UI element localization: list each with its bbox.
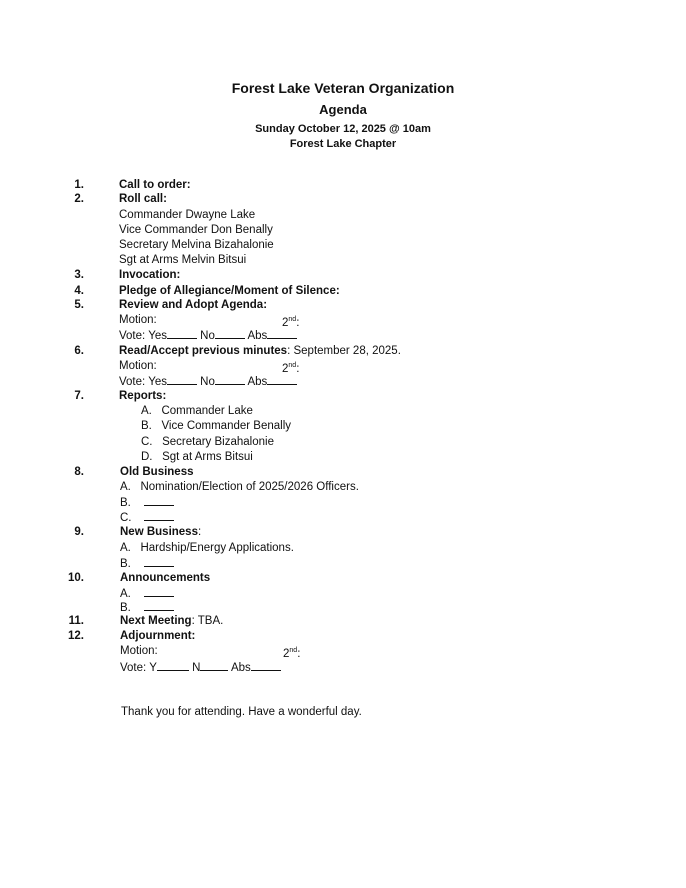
item-number: 9.	[74, 526, 84, 538]
new-business-item: A. Hardship/Energy Applications.	[120, 542, 294, 554]
item-review-agenda: Review and Adopt Agenda:	[119, 299, 268, 311]
announcement-item: B.	[120, 600, 174, 615]
motion-label: Motion:	[119, 314, 157, 326]
item-pledge: Pledge of Allegiance/Moment of Silence:	[119, 285, 340, 297]
report-item: D. Sgt at Arms Bitsui	[141, 451, 253, 463]
old-business-item: B.	[120, 495, 174, 510]
report-item: C. Secretary Bizahalonie	[141, 436, 274, 448]
item-next-meeting: Next Meeting: TBA.	[120, 615, 224, 627]
item-call-to-order: Call to order:	[119, 179, 191, 191]
report-item: A. Commander Lake	[141, 405, 253, 417]
roll-call-member: Secretary Melvina Bizahalonie	[119, 239, 274, 251]
item-reports: Reports:	[119, 390, 167, 402]
vote-line: Vote: Yes No Abs	[119, 374, 297, 389]
item-number: 10.	[68, 572, 84, 584]
agenda-heading: Agenda	[319, 102, 367, 117]
item-number: 1.	[74, 179, 84, 191]
announcement-item: A.	[120, 586, 174, 601]
motion-label: Motion:	[119, 360, 157, 372]
item-number: 5.	[74, 299, 84, 311]
closing-message: Thank you for attending. Have a wonderful day.	[121, 706, 362, 718]
item-new-business: New Business:	[120, 526, 202, 538]
second-label: 2nd:	[282, 316, 300, 329]
item-invocation: Invocation:	[119, 269, 181, 281]
item-roll-call: Roll call:	[119, 193, 167, 205]
new-business-item: B.	[120, 556, 174, 571]
item-number: 7.	[74, 390, 84, 402]
item-number: 4.	[74, 285, 84, 297]
item-old-business: Old Business	[120, 466, 194, 478]
chapter-name: Forest Lake Chapter	[289, 138, 397, 150]
motion-label: Motion:	[120, 645, 158, 657]
vote-line: Vote: Y N Abs	[120, 660, 281, 675]
roll-call-member: Commander Dwayne Lake	[119, 209, 256, 221]
item-number: 11.	[68, 615, 84, 627]
meeting-date: Sunday October 12, 2025 @ 10am	[255, 123, 431, 135]
item-number: 6.	[74, 345, 84, 357]
org-title: Forest Lake Veteran Organization	[231, 80, 455, 96]
roll-call-member: Sgt at Arms Melvin Bitsui	[119, 254, 247, 266]
vote-line: Vote: Yes No Abs	[119, 328, 297, 343]
item-number: 2.	[74, 193, 84, 205]
item-announcements: Announcements	[120, 572, 211, 584]
old-business-item: C.	[120, 510, 174, 525]
item-number: 12.	[68, 630, 84, 642]
second-label: 2nd:	[282, 362, 300, 375]
item-adjournment: Adjournment:	[120, 630, 196, 642]
item-previous-minutes: Read/Accept previous minutes: September 28, 2025.	[119, 345, 401, 357]
item-number: 8.	[74, 466, 84, 478]
item-number: 3.	[74, 269, 84, 281]
roll-call-member: Vice Commander Don Benally	[119, 224, 273, 236]
old-business-item: A. Nomination/Election of 2025/2026 Officers.	[120, 481, 359, 493]
second-label: 2nd:	[283, 647, 301, 660]
report-item: B. Vice Commander Benally	[141, 420, 292, 432]
